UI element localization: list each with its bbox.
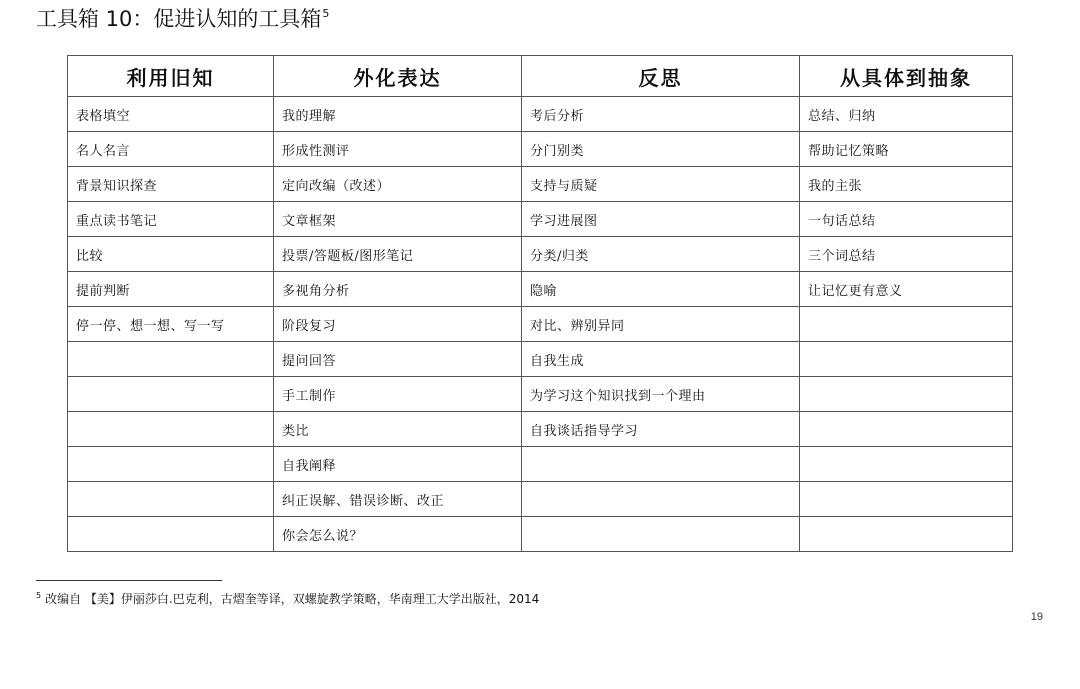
table-cell: 定向改编（改述） (274, 167, 522, 202)
table-cell: 学习进展图 (522, 202, 800, 237)
table-cell (800, 482, 1013, 517)
page-title (36, 6, 329, 36)
table-cell: 手工制作 (274, 377, 522, 412)
table-cell: 自我谈话指导学习 (522, 412, 800, 447)
table-cell (68, 412, 274, 447)
table-row (68, 272, 1013, 307)
table-row (68, 167, 1013, 202)
table-cell: 多视角分析 (274, 272, 522, 307)
table-cell (68, 342, 274, 377)
table-body (68, 97, 1013, 552)
table-cell: 分门别类 (522, 132, 800, 167)
table-row (68, 202, 1013, 237)
page-title-text: 工具箱 10：促进认知的工具箱 (36, 7, 322, 31)
table-cell: 帮助记忆策略 (800, 132, 1013, 167)
table-cell (68, 377, 274, 412)
table-cell: 隐喻 (522, 272, 800, 307)
table-cell: 考后分析 (522, 97, 800, 132)
table-cell (68, 447, 274, 482)
table-cell (800, 517, 1013, 552)
table-cell: 比较 (68, 237, 274, 272)
table-row (68, 447, 1013, 482)
table-cell: 背景知识探查 (68, 167, 274, 202)
table-cell: 阶段复习 (274, 307, 522, 342)
table-cell: 自我阐释 (274, 447, 522, 482)
table-cell: 三个词总结 (800, 237, 1013, 272)
table-cell (800, 342, 1013, 377)
column-header-concrete-to-abstract: 从具体到抽象 (800, 56, 1013, 97)
table-cell (68, 517, 274, 552)
table-cell: 形成性测评 (274, 132, 522, 167)
table-cell (800, 447, 1013, 482)
table-cell: 你会怎么说？ (274, 517, 522, 552)
table-cell: 类比 (274, 412, 522, 447)
header-row (68, 56, 1013, 97)
table-cell: 投票/答题板/图形笔记 (274, 237, 522, 272)
table-row (68, 412, 1013, 447)
table-row (68, 517, 1013, 552)
table-cell (68, 482, 274, 517)
table-cell: 为学习这个知识找到一个理由 (522, 377, 800, 412)
table-cell: 纠正误解、错误诊断、改正 (274, 482, 522, 517)
table-cell (800, 377, 1013, 412)
table-cell: 我的理解 (274, 97, 522, 132)
table-cell: 分类/归类 (522, 237, 800, 272)
table-cell: 让记忆更有意义 (800, 272, 1013, 307)
table-cell (522, 517, 800, 552)
table-cell (800, 412, 1013, 447)
table-row (68, 307, 1013, 342)
table-cell (522, 482, 800, 517)
table-row (68, 377, 1013, 412)
table-cell: 重点读书笔记 (68, 202, 274, 237)
table-cell: 表格填空 (68, 97, 274, 132)
column-header-externalize: 外化表达 (274, 56, 522, 97)
title-footnote-ref: 5 (322, 7, 330, 20)
table-cell: 自我生成 (522, 342, 800, 377)
table-row (68, 342, 1013, 377)
footnote-text: 改编自 【美】伊丽莎白.巴克利，古熠奎等译，双螺旋教学策略，华南理工大学出版社，2014 (45, 592, 540, 606)
table-cell: 支持与质疑 (522, 167, 800, 202)
table-cell (522, 447, 800, 482)
column-header-prior-knowledge: 利用旧知 (68, 56, 274, 97)
table-cell: 名人名言 (68, 132, 274, 167)
footnote-marker: 5 (36, 591, 42, 600)
table-row (68, 97, 1013, 132)
table-row (68, 132, 1013, 167)
table-cell: 提问回答 (274, 342, 522, 377)
table-cell: 停一停、想一想、写一写 (68, 307, 274, 342)
table-cell: 我的主张 (800, 167, 1013, 202)
table-cell: 对比、辨别异同 (522, 307, 800, 342)
table-cell: 总结、归纳 (800, 97, 1013, 132)
table-cell: 提前判断 (68, 272, 274, 307)
table-cell (800, 307, 1013, 342)
toolbox-table (67, 55, 1013, 552)
table-cell: 文章框架 (274, 202, 522, 237)
table-row (68, 237, 1013, 272)
table-header (68, 56, 1013, 97)
footnote-divider (36, 580, 222, 581)
table-row (68, 482, 1013, 517)
footnote (36, 590, 539, 610)
page-number: 19 (1030, 611, 1043, 623)
table-cell: 一句话总结 (800, 202, 1013, 237)
column-header-reflection: 反思 (522, 56, 800, 97)
